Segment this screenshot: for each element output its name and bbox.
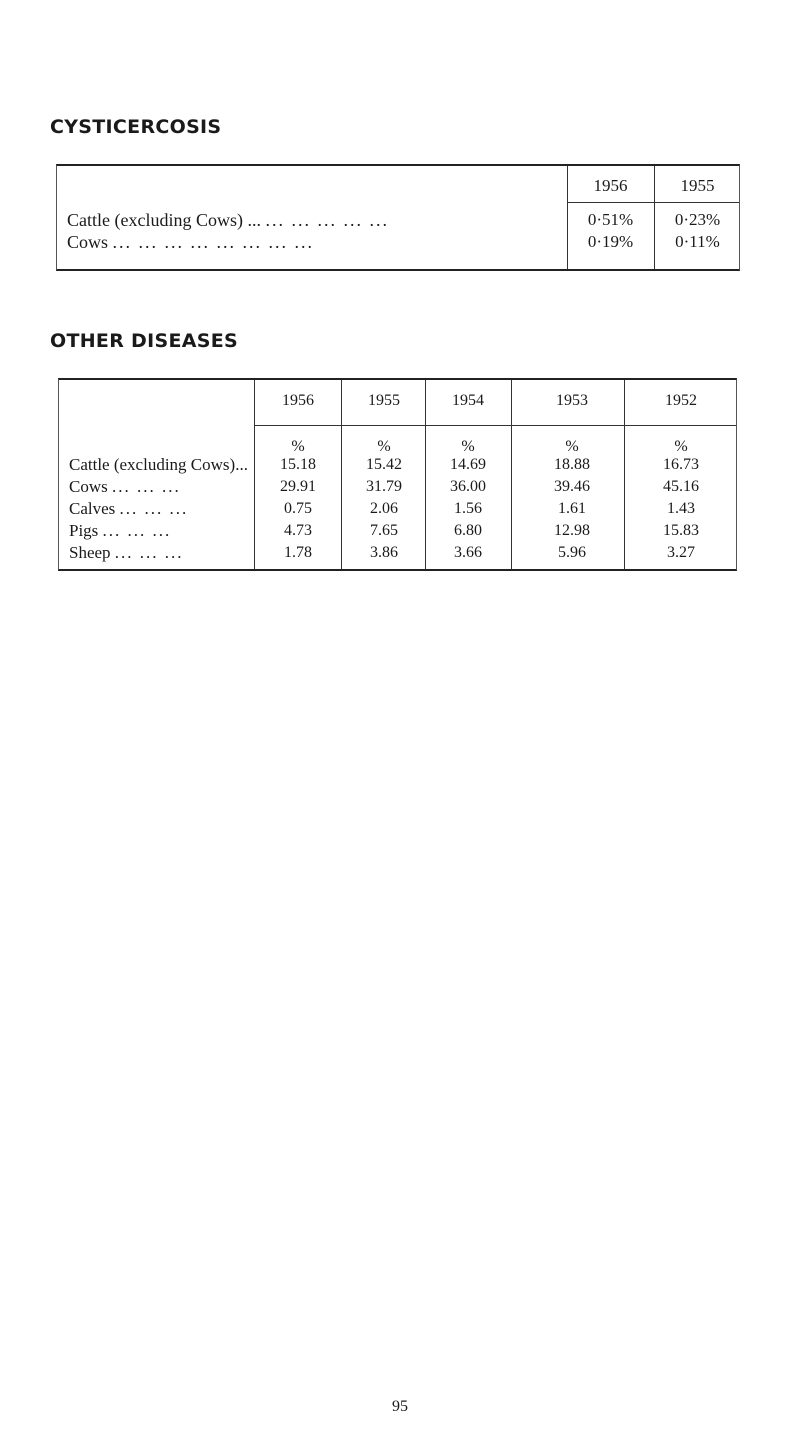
row-label: Pigs ... ... ... bbox=[69, 521, 172, 540]
table-cell: 0·11% bbox=[675, 232, 720, 251]
table-cell: 15.83 bbox=[663, 522, 699, 539]
table-cell: 15.42 bbox=[366, 456, 402, 473]
table-cell: 0.75 bbox=[284, 500, 312, 517]
percent-symbol: % bbox=[565, 438, 579, 455]
table-cell: 7.65 bbox=[370, 522, 398, 539]
table-cell: 1.61 bbox=[558, 500, 586, 517]
table-cell: 2.06 bbox=[370, 500, 398, 517]
cysticercosis-table bbox=[56, 164, 740, 271]
percent-symbol: % bbox=[461, 438, 475, 455]
column-header: 1953 bbox=[556, 392, 588, 409]
column-header: 1956 bbox=[593, 176, 628, 195]
row-label: Cattle (excluding Cows) ... ... ... ... ... ... bbox=[67, 210, 389, 230]
column-header: 1956 bbox=[282, 392, 314, 409]
column-header: 1952 bbox=[665, 392, 697, 409]
header-divider bbox=[254, 425, 736, 426]
percent-symbol: % bbox=[377, 438, 391, 455]
percent-symbol: % bbox=[291, 438, 305, 455]
table-cell: 15.18 bbox=[280, 456, 316, 473]
table-cell: 0·23% bbox=[674, 210, 721, 229]
column-header: 1955 bbox=[368, 392, 400, 409]
row-label: Calves ... ... ... bbox=[69, 499, 189, 518]
page-number: 95 bbox=[392, 1398, 408, 1415]
table-cell: 31.79 bbox=[366, 478, 402, 495]
header-divider bbox=[567, 202, 739, 203]
table-cell: 1.43 bbox=[667, 500, 695, 517]
cysticercosis-title: CYSTICERCOSIS bbox=[50, 116, 222, 138]
table-cell: 0·51% bbox=[587, 210, 634, 229]
table-cell: 16.73 bbox=[663, 456, 699, 473]
table-cell: 12.98 bbox=[554, 522, 590, 539]
row-label: Cows ... ... ... ... ... ... ... ... bbox=[67, 232, 315, 252]
table-cell: 5.96 bbox=[558, 544, 586, 561]
table-cell: 45.16 bbox=[663, 478, 699, 495]
table-cell: 4.73 bbox=[284, 522, 312, 539]
row-label: Cows ... ... ... bbox=[69, 477, 181, 496]
table-cell: 18.88 bbox=[554, 456, 590, 473]
column-header: 1954 bbox=[452, 392, 484, 409]
other-diseases-table bbox=[58, 378, 737, 571]
row-label: Cattle (excluding Cows)... bbox=[69, 455, 248, 474]
percent-symbol: % bbox=[674, 438, 688, 455]
table-cell: 6.80 bbox=[454, 522, 482, 539]
table-cell: 29.91 bbox=[280, 478, 316, 495]
row-label: Sheep ... ... ... bbox=[69, 543, 184, 562]
table-cell: 36.00 bbox=[450, 478, 486, 495]
table-cell: 1.56 bbox=[454, 500, 482, 517]
other-diseases-title: OTHER DISEASES bbox=[50, 330, 238, 352]
table-cell: 0·19% bbox=[587, 232, 634, 251]
table-cell: 39.46 bbox=[554, 478, 590, 495]
column-header: 1955 bbox=[680, 176, 715, 195]
table-cell: 3.86 bbox=[370, 544, 398, 561]
table-cell: 3.66 bbox=[454, 544, 482, 561]
table-cell: 1.78 bbox=[284, 544, 312, 561]
table-cell: 14.69 bbox=[450, 456, 486, 473]
table-cell: 3.27 bbox=[667, 544, 695, 561]
